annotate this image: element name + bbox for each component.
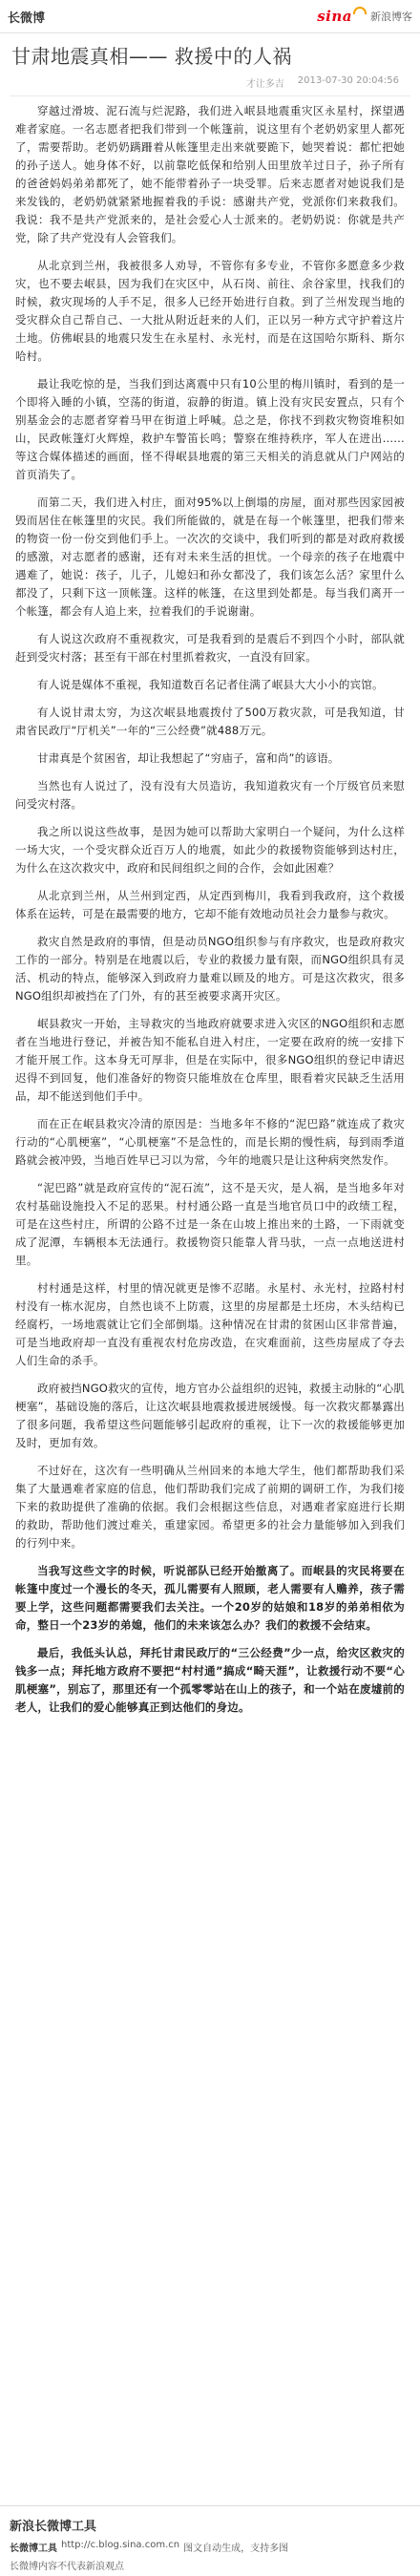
sina-blog-brand[interactable] xyxy=(317,8,412,25)
changweibo-brand: 长微博 xyxy=(8,11,46,26)
footer xyxy=(0,2505,420,2576)
article-author[interactable]: 才让多吉 xyxy=(245,79,284,90)
article-paragraph: 有人说这次政府不重视救灾，可是我看到的是震后不到四个小时，部队就赶到受灾村落；甚至有干部在村里抓着救灾，一直没有回家。 xyxy=(15,632,405,664)
article-paragraph: 政府被挡NGO救灾的宣传，地方官办公益组织的迟钝，救援主动脉的“心肌梗塞”，基础设施的落后，让这次岷县地震救援进展缓慢。每一次救灾都暴露出了很多问题，我希望这些问题能够引起政府的重视，让下一次的救援能够更加及时，更加有效。 xyxy=(15,1382,405,1449)
footer-disclaimer: 长微博内容不代表新浪观点 xyxy=(10,2562,124,2572)
article-paragraph: 我之所以说这些故事，是因为她可以帮助大家明白一个疑问，为什么这样一场大灾，一个受灾群众近百万人的地震，如此少的救援物资能够到达村庄，为什么在这次救灾中，政府和民间组织之间的合作，会如此困难？ xyxy=(15,825,405,875)
article-paragraph: 村村通是这样，村里的情况就更是惨不忍睹。永星村、永光村，拉路村村村没有一栋水泥房，自然也谈不上防震，这里的房屋都是土坯房，木头结构已经腐朽，一场地震就让它们全部倒塌。这种情况在甘肃的贫困山区非常普遍，可是当地政府却一直没有重视农村危房改造，在灾难面前，这些房屋成了夺去人们生命的杀手。 xyxy=(15,1281,405,1367)
article-timestamp: 2013-07-30 20:04:56 xyxy=(297,75,399,86)
article-meta xyxy=(10,74,410,96)
header-bar xyxy=(0,0,420,33)
article-paragraph: 岷县救灾一开始，主导救灾的当地政府就要求进入灾区的NGO组织和志愿者在当地进行登记，并被告知不能私自进入村庄，一定要在政府的统一安排下才能开展工作。这本身无可厚非，但是在实际中，很多NGO组织的登记申请迟迟得不到回复，他们准备好的物资只能堆放在仓库里，眼看着灾民缺乏生活用品，却不能送到他们手中。 xyxy=(15,1017,405,1103)
article-paragraph: 而第二天，我们进入村庄，面对95%以上倒塌的房屋，面对那些因家园被毁而居住在帐篷里的灾民。我们所能做的，就是在每一个帐篷里，把我们带来的物资一份一份交到他们手上。一次次的交谈中，我们听到的都是对政府救援的感激，对志愿者的感谢，还有对未来生活的担忧。一个母亲的孩子在地震中遇难了，她说：孩子，儿子，儿媳妇和孙女都没了，我们该怎么活？家里什么都没了，只剩下这一顶帐篷。这样的帐篷，在这里到处都是。每当我们离开一个帐篷，都会有人追上来，拉着我们的手说谢谢。 xyxy=(15,496,405,618)
article-paragraph: 有人说甘肃太穷，为这次岷县地震拨付了500万救灾款，可是我知道，甘肃省民政厅“厅机关”一年的“三公经费”就488万元。 xyxy=(15,706,405,737)
sina-logo-icon: sina xyxy=(317,8,352,25)
article-paragraph: 有人说是媒体不重视，我知道数百名记者住满了岷县大大小小的宾馆。 xyxy=(37,678,384,691)
article-paragraph: 穿越过滑坡、泥石流与烂泥路，我们进入岷县地震重灾区永星村，探望遇难者家庭。一名志愿者把我们带到一个帐篷前，说这里有个老奶奶家里人都死了，需要帮助。老奶奶蹒跚着从帐篷里走出来就要跪下，她哭着说：都忙把她的孙子送人。她身体不好，以前靠吃低保和给别人田里放羊过日子，孙子所有的爸爸妈妈弟弟都死了，她不能带着孙子一块受罪。后来志愿者对她说我们是来发钱的，老奶奶就紧紧地握着我的手说：感谢共产党，党派你们来救我们。我说：我不是共产党派来的，是社会爱心人士派来的。老奶奶说：你就是共产党，除了共产党没有人会管我们。 xyxy=(15,104,405,244)
article-paragraph: “泥巴路”就是政府宣传的“泥石流”，这不是天灾，是人祸，是当地多年对农村基础设施投入不足的恶果。村村通公路一直是当地官员口中的政绩工程，可是在这些村庄，所谓的公路不过是一条在山坡上推出来的土路，一下雨就变成了泥潭，车辆根本无法通行。救援物资只能靠人背马驮，一点一点地送进村里。 xyxy=(15,1181,405,1267)
article-paragraph: 而在正在岷县救灾冷清的原因是：当地多年不修的“泥巴路”就连成了救灾行动的“心肌梗塞”，“心肌梗塞”不是急性的，而是长期的慢性病，每到雨季道路就会被冲毁，当地百姓早已习以为常，今年的地震只是让这种病突然发作。 xyxy=(15,1117,405,1167)
article-paragraph: 不过好在，这次有一些明确从兰州回来的本地大学生，他们都帮助我们采集了大量遇难者家庭的信息，他们帮助我们完成了前期的调研工作，为我们接下来的救助提供了准确的依据。我们会根据这些信息，对遇难者家庭进行长期的救助，帮助他们渡过难关，重建家园。希望更多的社会力量能够加入到我们的行列中来。 xyxy=(15,1464,405,1550)
article-paragraph: 当我写这些文字的时候，听说部队已经开始撤离了。而岷县的灾民将要在帐篷中度过一个漫长的冬天，孤儿需要有人照顾，老人需要有人赡养，孩子需要上学，这些问题都需要我们去关注。一个20岁的姑娘和18岁的弟弟相依为命，整日一个23岁的弟媳，他们的未来该怎么办？我们的救援不会结束。 xyxy=(15,1564,405,1632)
article-paragraph: 甘肃真是个贫困省，却让我想起了“穷庙子，富和尚”的谚语。 xyxy=(37,751,340,765)
title-area xyxy=(0,33,420,74)
article-paragraph: 救灾自然是政府的事情，但是动员NGO组织参与有序救灾，也是政府救灾工作的一部分。特别是在地震以后，专业的救援力量有限，而NGO组织具有灵活、机动的特点，能够深入到政府力量难以顾及的地方。可是这次救灾，很多NGO组织却被挡在了门外，有的甚至被要求离开灾区。 xyxy=(15,935,405,1003)
footer-tool-label: 长微博工具 xyxy=(10,2544,57,2554)
article-paragraph: 最后，我低头认总，拜托甘肃民政厅的“三公经费”少一点，给灾区救灾的钱多一点；拜托地方政府不要把“村村通”搞成“畸天涯”，让救援行动不要“心肌梗塞”，别忘了，那里还有一个孤零零站在山上的孩子，和一个站在废墟前的老人，让我们的爱心能够真正到达他们的身边。 xyxy=(15,1646,405,1714)
sina-eye-icon xyxy=(353,7,367,14)
footer-tool-line xyxy=(10,2540,410,2554)
sina-blog-label: 新浪博客 xyxy=(370,11,412,23)
article-paragraph: 最让我吃惊的是，当我们到达离震中只有10公里的梅川镇时，看到的是一个即将入睡的小镇，空荡的街道，寂静的街道。镇上没有灾民安置点，只有个别基金会的志愿者穿着马甲在街道上呼喊。总之是，你找不到救灾物资堆积如山，民政帐篷灯火辉煌，救护车警笛长鸣；警察在维持秩序，军人在进出……等这合媒体描述的画面，怪不得岷县地震的第三天相关的消息就从门户网站的首页消失了。 xyxy=(15,377,405,481)
footer-title: 新浪长微博工具 xyxy=(10,2520,97,2534)
article-paragraph: 当然也有人说过了，没有没有大员造访，我知道救灾有一个厅级官员来慰问受灾村落。 xyxy=(15,779,405,811)
article-title: 甘肃地震真相—— 救援中的人祸 xyxy=(11,45,292,68)
footer-tool-feature: 图文自动生成，支持多图 xyxy=(183,2544,289,2554)
footer-tool-url[interactable]: http://c.blog.sina.com.cn xyxy=(61,2540,180,2550)
article-body xyxy=(0,96,420,1717)
article-paragraph: 从北京到兰州，从兰州到定西，从定西到梅川，我看到我政府，这个救援体系在运转，可是在最需要的地方，它却不能有效地动员社会力量参与救灾。 xyxy=(15,889,405,920)
article-paragraph: 从北京到兰州，我被很多人劝导，不管你有多专业，不管你多愿意多少救灾，也不要去岷县，因为我们在灾区中，从石岗、前往、余谷家里，找我们的时候，救灾现场的人手不足，很多人已经开始进行自救。到了兰州发现当地的受灾群众自己帮自己、一大批从附近赶来的人们，正以另一种方式守护着这片土地。仿佛岷县的地震只发生在永星村、永光村，而是在这国哈尔斯科、斯尔哈村。 xyxy=(15,259,405,363)
